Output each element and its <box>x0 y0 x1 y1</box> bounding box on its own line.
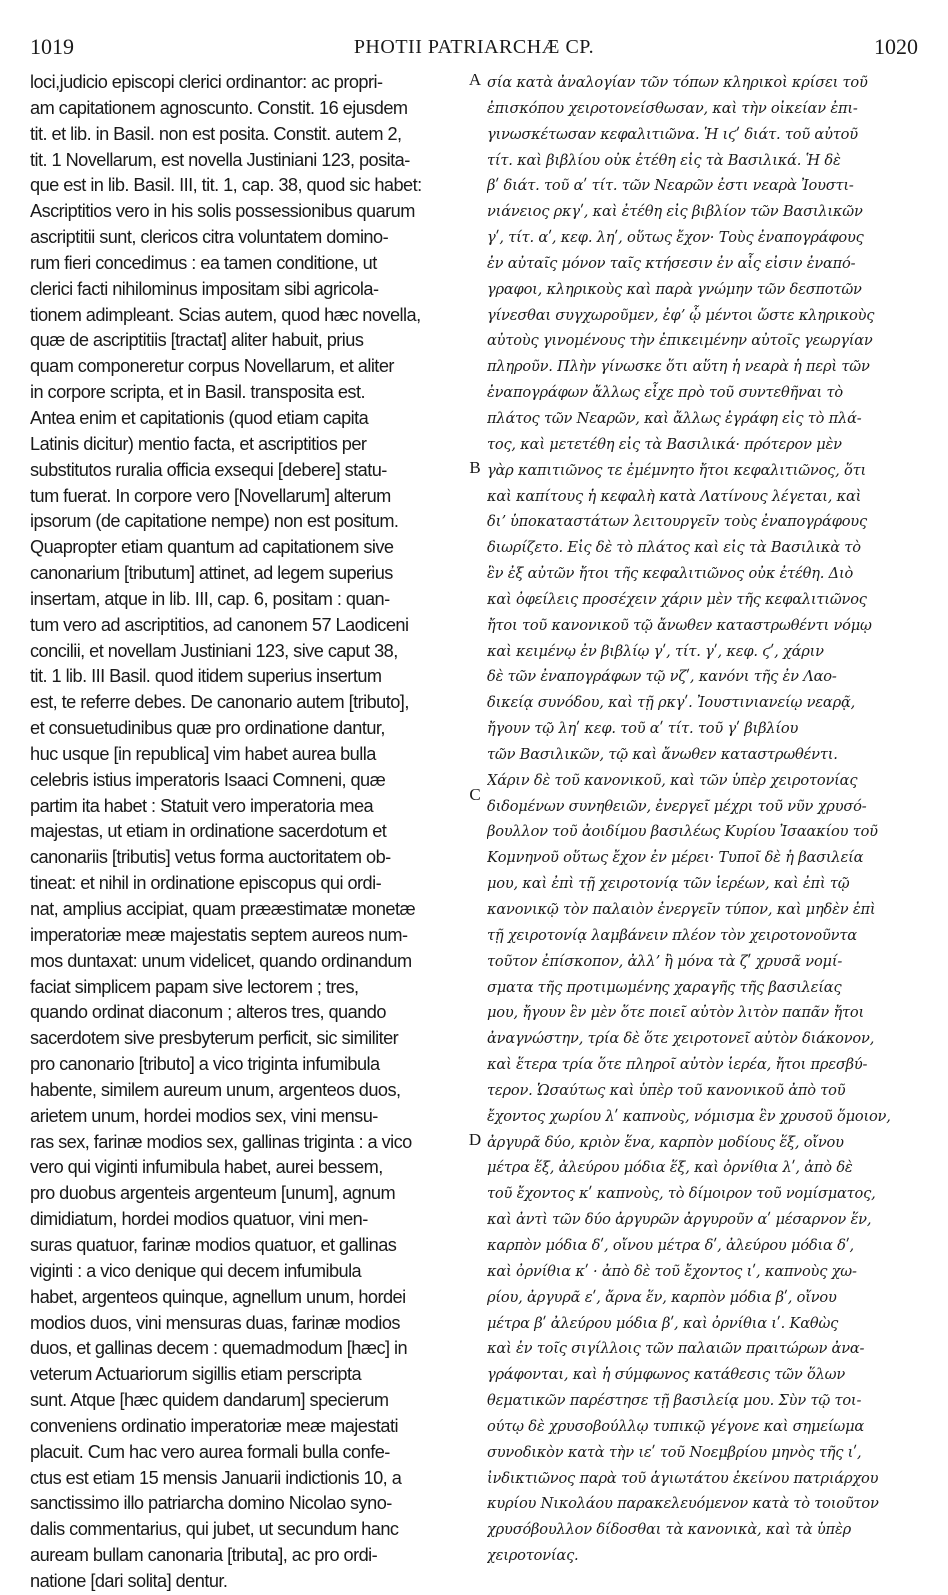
latin-text-line: sanctissimo illo patriarcha domino Nicolao syno- <box>30 1493 392 1514</box>
greek-text-line: δὲ τῶν ἐναπογράφων τῷ νζʹ, κανόνι τῆς ἐν Λαο- <box>487 668 837 686</box>
greek-text-line: χειροτονίας. <box>487 1547 579 1565</box>
greek-text-line: ἀναγνώστην, τρία δὲ ὅτε χειροτονεῖ αὐτὸν διάκονον, <box>487 1030 875 1048</box>
latin-text-line: Ascriptitios vero in his solis possessionibus quarum <box>30 201 415 222</box>
greek-text-line: μέτρα ἕξ, ἀλεύρου μόδια ἕξ, καὶ ὀρνίθια λʹ, ἀπὸ δὲ <box>487 1159 853 1177</box>
greek-text-line: μου, ἤγουν ἓν μὲν ὅτε ποιεῖ αὐτὸν λιτὸν παπᾶν ἤτοι <box>487 1004 865 1022</box>
greek-text-line: βʹ διάτ. τοῦ αʹ τίτ. τῶν Νεαρῶν ἐστι νεαρὰ Ἰουστι- <box>487 177 854 195</box>
greek-text-line: μέτρα βʹ ἀλεύρου μόδια βʹ, καὶ ὀρνίθια ιʹ. Καθὼς <box>487 1314 839 1332</box>
latin-text-line: substitutos ruralia officia exsequi [debere] statu- <box>30 459 387 480</box>
latin-text-line: Antea enim et capitationis (quod etiam capita <box>30 407 369 428</box>
greek-text-line: γραφοι, κληρικοὺς καὶ παρὰ γνώμην τῶν δεσποτῶν <box>487 280 862 298</box>
latin-text-line: conveniens ordinatio imperatoriæ meæ majestati <box>30 1415 398 1436</box>
latin-text-line: ras sex, farinæ modios sex, gallinas triginta : a vico <box>30 1131 412 1152</box>
latin-text-line: vero qui viginti infumibula habet, aurei bessem, <box>30 1157 383 1178</box>
latin-text-line: tum vero ad ascriptitios, ad canonem 57 Laodiceni <box>30 614 409 635</box>
latin-text-line: ctus est etiam 15 mensis Januarii indictionis 10, a <box>30 1467 402 1488</box>
greek-text-line: καὶ ἐν τοῖς σιγίλλοις τῶν παλαιῶν πραιτώρων ἀνα- <box>487 1340 865 1358</box>
latin-text-line: celebris istius imperatoris Isaaci Comneni, quæ <box>30 769 386 790</box>
latin-text-line: arietem unum, hordei modios sex, vini mensu- <box>30 1105 378 1126</box>
greek-text-line: δικείᾳ συνόδου, καὶ τῇ ρκγʹ. Ἰουστινιανείῳ νεαρᾷ, <box>487 694 856 712</box>
greek-text-line: διʼ ὑποκαταστάτων λειτουργεῖν τοὺς ἐναπογράφους <box>487 513 867 531</box>
greek-text-line: νιάνειος ρκγʹ, καὶ ἐτέθη εἰς βιβλίον τῶν Βασιλικῶν <box>487 203 863 221</box>
greek-text-line: αὐτοὺς γινομένους τὴν ἐπικειμένην αὐτοῖς γεωργίαν <box>487 332 873 350</box>
greek-text-line: ἀργυρᾶ δύο, κριὸν ἕνα, καρπὸν μοδίους ἕξ, οἴνου <box>487 1133 844 1151</box>
latin-text-line: clerici facti nihilominus impositam sibi agricola- <box>30 278 379 299</box>
greek-text-line: ρίου, ἀργυρᾶ εʹ, ἄρνα ἕν, καρπὸν μόδια βʹ, οἴνου <box>487 1288 837 1306</box>
latin-text-line: tum fuerat. In corpore vero [Novellarum] alterum <box>30 485 391 506</box>
greek-text-line: ἰνδικτιῶνος παρὰ τοῦ ἁγιωτάτου ἐκείνου πατριάρχου <box>487 1469 879 1487</box>
latin-text-line: quando ordinat diaconum ; alteros tres, quando <box>30 1002 386 1023</box>
latin-text-line: imperatoriæ meæ majestatis septem aureos num- <box>30 924 408 945</box>
greek-text-line: γίνεσθαι συγχωροῦμεν, ἐφʼ ᾧ μέντοι ὥστε κληρικοὺς <box>487 306 875 324</box>
latin-text-line: dimidiatum, hordei modios quatuor, vini men- <box>30 1209 368 1230</box>
greek-text-line: κυρίου Νικολάου παρακελευόμενον κατὰ τὸ τοιοῦτον <box>487 1495 879 1513</box>
page-header <box>30 34 918 60</box>
greek-text-line: τερον. Ὡσαύτως καὶ ὑπὲρ τοῦ κανονικοῦ ἀπὸ τοῦ <box>487 1081 846 1099</box>
greek-text-line: καὶ ὀφείλεις προσέχειν χάριν μὲν τῆς κεφαλιτιῶνος <box>487 590 867 608</box>
greek-text-line: καὶ κειμένῳ ἐν βιβλίῳ γʹ, τίτ. γʹ, κεφ. ϛʹ, χάριν <box>487 642 824 660</box>
greek-text-line: συνοδικὸν κατὰ τὴν ιεʹ τοῦ Νοεμβρίου μηνὸς τῆς ιʹ, <box>487 1443 862 1461</box>
latin-text-line: tit. et lib. in Basil. non est posita. Constit. autem 2, <box>30 123 402 144</box>
greek-text-line: θεματικῶν παρέστησε τῇ βασιλείᾳ μου. Σὺν τῷ τοι- <box>487 1392 862 1410</box>
latin-text-line: Quapropter etiam quantum ad capitationem sive <box>30 537 394 558</box>
latin-text-line: placuit. Cum hac vero aurea formali bulla confe- <box>30 1441 390 1462</box>
page-number-left: 1019 <box>30 34 74 59</box>
section-marker-a: A <box>468 70 482 89</box>
greek-text-line: τοῦτον ἐπίσκοπον, ἀλλʼ ἢ μόνα τὰ ζʹ χρυσᾶ νομί- <box>487 952 843 970</box>
greek-text-line: τῇ χειροτονίᾳ λαμβάνειν πλέον τὸν χειροτονοῦντα <box>487 926 857 944</box>
greek-text-line: πλάτος τῶν Νεαρῶν, καὶ ἄλλως ἐγράφη εἰς τὸ πλά- <box>487 409 862 427</box>
latin-text-line: in corpore scripta, et in Basil. transposita est. <box>30 382 365 403</box>
greek-text-line: καὶ ὀρνίθια κʹ · ἀπὸ δὲ τοῦ ἔχοντος ιʹ, καπνοὺς χω- <box>487 1262 857 1280</box>
latin-text-line: pro canonario [tributo] a vico triginta infumibula <box>30 1054 380 1075</box>
latin-text-line: mos duntaxat: unum videlicet, quando ordinandum <box>30 950 412 971</box>
greek-text-line: ἐναπογράφων ἄλλως εἶχε πρὸ τοῦ συντεθῆναι τὸ <box>487 384 843 402</box>
latin-text-line: canonarium [tributum] attinet, ad legem superius <box>30 563 393 584</box>
greek-text-line: Χάριν δὲ τοῦ κανονικοῦ, καὶ τῶν ὑπὲρ χειροτονίας <box>487 771 858 789</box>
greek-text-line: σματα τῆς προτιμωμένης χαραγῆς τῆς βασιλείας <box>487 978 842 996</box>
greek-text-line: γινωσκέτωσαν κεφαλιτιῶνα. Ἡ ιϛʹ διάτ. τοῦ αὐτοῦ <box>487 125 858 143</box>
greek-text-line: ἤτοι τοῦ κανονικοῦ τῷ ἄνωθεν καταστρωθέντι νόμῳ <box>487 616 872 634</box>
latin-text-line: natione [dari solita] dentur. <box>30 1570 228 1591</box>
latin-text-line: est, te referre debes. De canonario autem [tributo], <box>30 692 409 713</box>
greek-text-line: βουλλον τοῦ ἀοιδίμου βασιλέως Κυρίου Ἰσαακίου τοῦ <box>487 823 878 841</box>
latin-text-line: pro duobus argenteis argenteum [unum], agnum <box>30 1183 396 1204</box>
latin-text-line: veterum Actuariorum sigillis etiam perscripta <box>30 1364 362 1385</box>
latin-text-line: sacerdotem sive presbyterum perficit, sic similiter <box>30 1028 399 1049</box>
latin-text-line: loci,judicio episcopi clerici ordinantor: ac propri- <box>30 72 383 92</box>
latin-text-line: suras quatuor, farinæ modios quatuor, et gallinas <box>30 1234 397 1255</box>
greek-text-line: ούτῳ δὲ χρυσοβούλλῳ τυπικῷ γέγονε καὶ σημείωμα <box>487 1417 865 1435</box>
greek-text-line: ἓν ἐξ αὐτῶν ἤτοι τῆς κεφαλιτιῶνος οὐκ ἐτέθη. Διὸ <box>487 565 854 583</box>
latin-text-line: am capitationem agnoscunto. Constit. 16 ejusdem <box>30 97 408 118</box>
greek-text-line: χρυσόβουλλον δίδοσθαι τὰ κανονικὰ, καὶ τὰ ὑπὲρ <box>487 1521 851 1539</box>
latin-text-line: canonariis [tributis] vetus forma auctoritatem ob- <box>30 847 391 868</box>
latin-text-line: habet, argenteos quinque, agnellum unum, hordei <box>30 1286 406 1307</box>
greek-text-line: ἤγουν τῷ ληʹ κεφ. τοῦ αʹ τίτ. τοῦ γʹ βιβλίου <box>487 720 799 738</box>
latin-text-line: quam componeretur corpus Novellarum, et aliter <box>30 356 394 377</box>
page-number-right: 1020 <box>874 34 918 59</box>
latin-text-line: ipsorum (de capitatione nempe) non est positum. <box>30 511 399 532</box>
latin-text-line: que est in lib. Basil. III, tit. 1, cap. 38, quod sic habet: <box>30 175 422 196</box>
section-marker-c: C <box>469 785 481 804</box>
greek-text-line: μου, καὶ ἐπὶ τῇ χειροτονίᾳ τῶν ἱερέων, καὶ ἐπὶ τῷ <box>487 875 850 893</box>
latin-text-line: modios duos, vini mensuras duas, farinæ modios <box>30 1312 400 1333</box>
latin-text-line: partim ita habet : Statuit vero imperatoria mea <box>30 795 374 816</box>
greek-text-line: κανονικῷ τὸν παλαιὸν ἐνεργεῖν τύπον, καὶ μηδὲν ἐπὶ <box>487 901 876 918</box>
greek-text-line: διωρίζετο. Εἰς δὲ τὸ πλάτος καὶ εἰς τὰ Βασιλικὰ τὸ <box>487 539 861 557</box>
greek-text-line: τῶν Βασιλικῶν, τῷ καὶ ἄνωθεν καταστρωθέντι. <box>487 745 838 763</box>
latin-text-line: majestas, ut etiam in ordinatione sacerdotum et <box>30 821 387 842</box>
latin-text-line: et consuetudinibus quæ pro ordinatione dantur, <box>30 718 385 739</box>
greek-text-line: Κομνηνοῦ οὕτως ἔχον ἐν μέρει· Τυποῖ δὲ ἡ βασιλεία <box>487 849 864 867</box>
greek-text-line: καὶ ἀντὶ τῶν δύο ἀργυρῶν ἀργυροῦν αʹ μέσαρνον ἕν, <box>487 1211 872 1229</box>
latin-text-line: auream bullam canonaria [tributa], ac pro ordi- <box>30 1545 378 1566</box>
greek-text-line: καρπὸν μόδια δʹ, οἴνου μέτρα δʹ, ἀλεύρου μόδια δʹ, <box>487 1236 855 1254</box>
latin-text-line: ascriptitii sunt, clericos citra voluntatem domino- <box>30 227 389 248</box>
latin-text-line: quæ de ascriptitiis [tractat] aliter habuit, prius <box>30 330 364 351</box>
latin-text-line: habente, similem aureum unum, argenteos duos, <box>30 1079 401 1100</box>
greek-text-line: διδομένων συνηθειῶν, ἐνεργεῖ μέχρι τοῦ νῦν χρυσό- <box>487 797 867 815</box>
greek-text-line: γὰρ καπιτιῶνος τε ἐμέμνητο ἤτοι κεφαλιτιῶνος, ὅτι <box>487 461 866 479</box>
latin-text-line: tit. 1 Novellarum, est novella Justiniani 123, posita- <box>30 149 410 170</box>
latin-text-line: nat, amplius accipiat, quam prææstimatæ monetæ <box>30 899 416 919</box>
greek-text-line: ἐπισκόπου χειροτονείσθωσαν, καὶ τὴν οἰκείαν ἐπι- <box>487 99 858 117</box>
greek-text-line: τίτ. καὶ βιβλίου οὐκ ἐτέθη εἰς τὰ Βασιλικά. Ἡ δὲ <box>487 151 841 169</box>
latin-text-line: insertam, atque in lib. III, cap. 6, positam : quan- <box>30 588 390 609</box>
latin-text-line: faciat simplicem papam sive lectorem ; tres, <box>30 976 359 997</box>
latin-text-line: rum fieri concedimus : ea tamen conditione, ut <box>30 252 377 273</box>
greek-column <box>487 70 919 1569</box>
latin-text-line: huc usque [in republica] vim habet aurea bulla <box>30 743 376 764</box>
greek-text-line: σία κατὰ ἀναλογίαν τῶν τόπων κληρικοὶ κρίσει τοῦ <box>487 74 868 91</box>
greek-text-line: τος, καὶ μετετέθη εἰς τὰ Βασιλικά· πρότερον μὲν <box>487 435 842 453</box>
latin-text-line: dalis commentarius, qui jubet, ut secundum hanc <box>30 1519 399 1540</box>
section-marker-d: D <box>468 1130 482 1149</box>
latin-column <box>30 70 462 1595</box>
greek-text-line: καὶ ἕτερα τρία ὅτε πληροῖ αὐτὸν ἱερέα, ἤτοι πρεσβύ- <box>487 1056 868 1074</box>
latin-text-line: Latinis dicitur) mentio facta, et ascriptitios per <box>30 433 367 454</box>
running-title: PHOTII PATRIARCHÆ CP. <box>353 36 595 58</box>
section-marker-b: B <box>469 458 481 477</box>
latin-text-line: tineat: et nihil in ordinatione episcopus qui ordi- <box>30 873 382 894</box>
greek-text-line: τοῦ ἔχοντος κʹ καπνοὺς, τὸ δίμοιρον τοῦ νομίσματος, <box>487 1185 876 1203</box>
latin-text-line: duos, et gallinas decem : quemadmodum [hæc] in <box>30 1338 408 1359</box>
greek-text-line: γʹ, τίτ. αʹ, κεφ. ληʹ, οὕτως ἔχον· Τοὺς ἐναπογράφους <box>487 229 864 247</box>
latin-text-line: tit. 1 lib. III Basil. quod itidem superius insertum <box>30 666 382 687</box>
latin-text-line: tionem adimpleant. Scias autem, quod hæc novella, <box>30 304 421 325</box>
latin-text-line: viginti : a vico denique qui decem infumibula <box>30 1260 362 1281</box>
latin-text-line: concilii, et novellam Justiniani 123, sive caput 38, <box>30 640 398 661</box>
greek-text-line: ἔχοντος χωρίου λʹ καπνοὺς, νόμισμα ἓν χρυσοῦ ὅμοιον, <box>487 1107 891 1125</box>
greek-text-line: πληροῦν. Πλὴν γίνωσκε ὅτι αὕτη ἡ νεαρὰ ἡ περὶ τῶν <box>487 358 870 376</box>
greek-text-line: γράφονται, καὶ ἡ σύμφωνος κατάθεσις τῶν ὅλων <box>487 1366 845 1384</box>
latin-text-line: sunt. Atque [hæc quidem dandarum] specierum <box>30 1390 389 1411</box>
greek-text-line: ἐν αὐταῖς μόνον ταῖς κτήσεσιν ἐν αἷς εἰσιν ἐναπό- <box>487 254 856 272</box>
greek-text-line: καὶ καπίτους ἡ κεφαλὴ κατὰ Λατίνους λέγεται, καὶ <box>487 487 862 505</box>
